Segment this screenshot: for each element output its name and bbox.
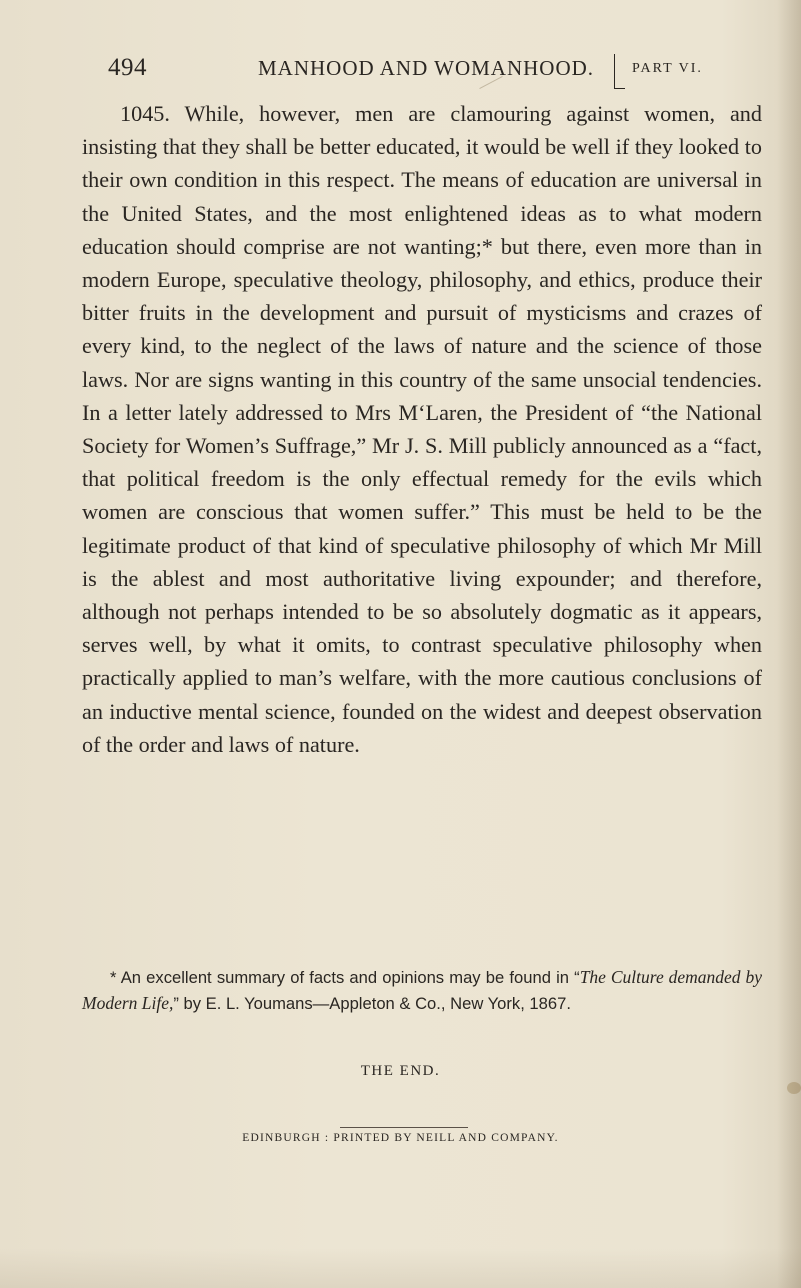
part-bracket	[614, 54, 625, 89]
body-paragraph: 1045. While, however, men are clamouring against women, and insisting that they shall be better educated, it would be well if they looked to their own condition in this respect. The means of education are universal in the United States, and the most enlightened ideas as to what modern education should comprise are not wanting;* but there, even more than in modern Europe, speculative theology, philosophy, and ethics, produce their bitter fruits in the development and pursuit of mysticisms and crazes of every kind, to the neglect of the laws of nature and the science of those laws. Nor are signs wanting in this country of the same unsocial tendencies. In a letter lately addressed to Mrs M‘Laren, the President of “the National Society for Women’s Suffrage,” Mr J. S. Mill publicly announced as a “fact, that political freedom is the only effectual remedy for the evils which women are conscious that women suffer.” This must be held to be the legitimate product of that kind of speculative philosophy of which Mr Mill is the ablest and most authoritative living expounder; and therefore, although not perhaps intended to be so absolutely dogmatic as it appears, serves well, by what it omits, to contrast speculative philosophy when practically applied to man’s welfare, with the more cautious conclusions of an inductive mental science, founded on the widest and deepest observation of the order and laws of nature.	[82, 101, 762, 757]
page-number: 494	[108, 54, 147, 81]
footnote-book-title: The Culture demanded by Modern Life,	[82, 967, 763, 1013]
running-title: MANHOOD AND WOMANHOOD.	[258, 56, 595, 80]
running-head	[108, 54, 768, 88]
footnote-tail: ” by E. L. Youmans—Appleton & Co., New York, 1867.	[173, 993, 571, 1013]
footnote-lead: * An excellent summary of facts and opinions may be found in “	[110, 968, 580, 987]
printer-imprint: EDINBURGH : PRINTED BY NEILL AND COMPANY.	[242, 1132, 559, 1144]
part-label: PART VI.	[632, 61, 703, 76]
footnote	[82, 965, 762, 1016]
the-end: THE END.	[360, 1063, 441, 1079]
bottom-shade	[0, 1248, 801, 1288]
imprint-rule	[340, 1127, 468, 1128]
binding-shadow	[777, 0, 801, 1288]
